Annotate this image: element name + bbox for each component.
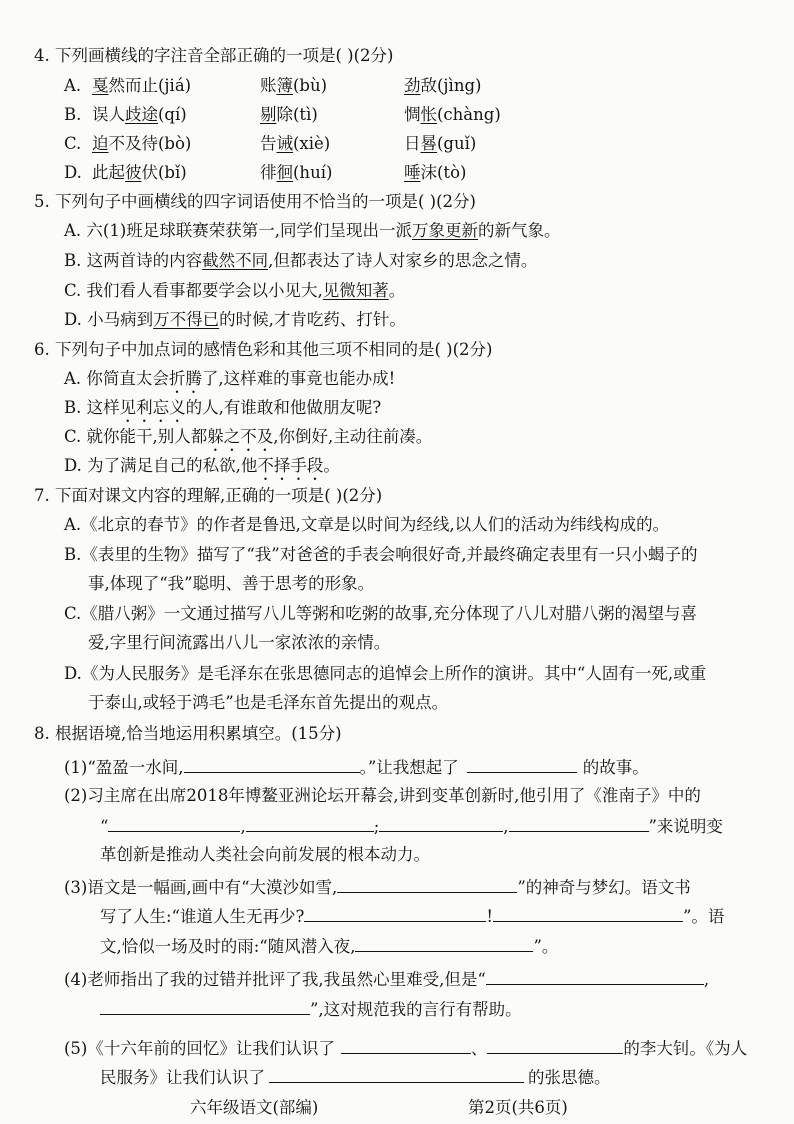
q4-c-item1 [92,134,191,154]
q4-a-item2-pre: 账 [260,76,277,95]
q8-item5-line1 [64,1037,747,1059]
answer-blank[interactable] [487,1037,623,1054]
q5-b-post: ,但都表达了诗人对家乡的思念之情。 [268,251,538,270]
q4-d-item1-post: 伏(bǐ) [141,163,187,182]
q6-d-pre: D. 为了满足自己的私欲,他 [64,456,258,475]
q5-c-post: 。 [388,281,406,300]
q6-option-c [64,427,432,455]
q8-5-d: 民服务》让我们认识了 [100,1068,265,1087]
q6-c-post: ,你倒好,主动往前凑。 [273,427,433,446]
q4-d-item2-underlined: 徊 [276,163,293,182]
q4-d-label: D. [64,163,82,182]
q6-option-d [64,456,340,484]
q4-c-item3-underlined: 晷 [420,134,437,153]
q6-a-pre: A. 你简直太会 [64,369,169,388]
q4-a-item2 [260,76,327,96]
q4-b-item3-underlined: 怅 [420,105,437,124]
answer-blank[interactable] [379,815,503,832]
q6-b-dotted: 见利忘义 [119,398,186,417]
q7-option-d-line2: 于泰山,或轻于鸿毛”也是毛泽东首先提出的观点。 [88,693,449,712]
q5-a-post: 的新气象。 [478,221,561,240]
q5-d-pre: D. 小马病到 [64,310,154,329]
q4-b-item2 [260,105,318,125]
answer-blank[interactable] [355,935,533,952]
q8-item3-line1 [64,876,691,898]
q8-item5-line2 [100,1066,611,1088]
q4-b-item3 [404,105,501,125]
q4-d-item3-post: 沫(tò) [420,163,467,182]
q8-item4-line2 [100,998,522,1020]
q5-option-c [64,281,405,301]
q4-a-item3 [404,76,481,96]
footer-subject: 六年级语文(部编) [190,1098,319,1117]
q5-d-post: 的时候,才肯吃药、打针。 [219,310,406,329]
q5-d-underlined: 万不得已 [153,310,220,329]
q6-c-pre: C. 就你能干,别人都 [64,427,208,446]
q8-item3-line3 [100,935,558,957]
q6-d-post: 。 [323,456,340,475]
answer-blank[interactable] [486,968,704,985]
q8-2-open-quote: “ [100,817,109,836]
q8-item2-line1: (2)习主席在出席2018年博鳌亚洲论坛开幕会,讲到变革创新时,他引用了《淮南子》中的 [64,786,701,805]
q6-b-pre: B. 这样 [64,398,120,417]
q8-3-b: ”的神奇与梦幻。语文书 [517,878,691,897]
q8-stem: 8. 根据语境,恰当地运用积累填空。(15分) [34,724,342,743]
q8-5-e: 的张思德。 [528,1068,611,1087]
q8-1-b: 。”让我想起了 [359,758,459,777]
answer-blank[interactable] [108,815,240,832]
q5-a-underlined: 万象更新 [412,221,479,240]
q4-d-item2-pre: 徘 [260,163,277,182]
q4-b-item3-post: (chàng) [437,105,501,124]
q4-a-item3-underlined: 劲 [404,76,421,95]
q5-c-pre: C. 我们看人看事都要学会以小见大, [64,281,323,300]
q8-item2-line2 [100,815,723,837]
q8-4-c: ”,这对规范我的言行有帮助。 [310,1000,522,1019]
q5-option-b [64,251,537,271]
q4-c-item2 [260,134,330,154]
q8-3-a: (3)语文是一幅画,画中有“大漠沙如雪, [64,878,338,897]
q8-2-c3: , [503,817,509,836]
q5-b-pre: B. 这两首诗的内容 [64,251,203,270]
q4-c-item2-pre: 告 [260,134,277,153]
q5-c-underlined: 见微知著 [322,281,389,300]
q6-option-a [64,369,395,397]
q8-5-c: 的李大钊。《为人 [623,1039,748,1058]
q8-item1 [64,756,649,778]
q4-b-item1-pre: 误人 [92,105,125,124]
q4-a-label: A. [64,76,82,95]
q8-5-b: 、 [470,1039,488,1058]
q5-a-pre: A. 六(1)班足球联赛荣获第一,同学们呈现出一派 [64,221,413,240]
q4-b-item1-underlined: 歧途 [125,105,158,124]
q4-d-item1-pre: 此起 [92,163,125,182]
q4-b-item2-post: 除(tì) [276,105,318,124]
q4-b-label: B. [64,105,82,124]
q7-option-d-line1: D.《为人民服务》是毛泽东在张思德同志的追悼会上所作的演讲。其中“人固有一死,或重 [64,664,707,683]
q4-a-item1 [92,76,191,96]
q8-5-a: (5)《十六年前的回忆》让我们认识了 [64,1039,335,1058]
q8-3-d: ! [486,907,493,926]
q8-3-c: 写了人生:“谁道人生无再少? [100,907,305,926]
q8-item3-line2 [100,905,724,927]
q6-c-dotted: 躲之不及 [207,427,274,446]
q4-stem: 4. 下列画横线的字注音全部正确的一项是( )(2分) [34,46,394,65]
q8-item4-line1 [64,968,709,990]
q8-4-a: (4)老师指出了我的过错并批评了我,我虽然心里难受,但是“ [64,970,486,989]
q8-3-e: ”。语 [682,907,725,926]
answer-blank[interactable] [337,876,517,893]
q6-option-b [64,398,381,426]
q4-a-item1-underlined: 戛 [92,76,109,95]
q4-c-item3 [404,134,476,154]
q8-1-c: 的故事。 [582,758,649,777]
q8-2-c2: ; [373,817,380,836]
q4-c-item3-pre: 日 [404,134,421,153]
q7-option-b-line1: B.《表里的生物》描写了“我”对爸爸的手表会响很好奇,并最终确定表里有一只小蝎子的 [64,545,698,564]
q5-b-underlined: 截然不同 [202,251,269,270]
answer-blank[interactable] [269,1066,524,1083]
q4-d-item3 [404,163,466,183]
answer-blank[interactable] [341,1037,471,1054]
q8-4-b: , [703,970,710,989]
q4-c-item3-post: (guǐ) [437,134,477,153]
q6-b-post: 的人,有谁敢和他做朋友呢? [185,398,382,417]
q6-d-dotted: 不择手段 [257,456,324,475]
q7-option-a: A.《北京的春节》的作者是鲁迅,文章是以时间为经线,以人们的活动为纬线构成的。 [64,515,670,534]
q6-a-post: 了,这样难的事竟也能办成! [201,369,396,388]
q8-item2-line3: 革创新是推动人类社会向前发展的根本动力。 [100,845,430,864]
answer-blank[interactable] [246,815,374,832]
q5-option-a [64,221,561,241]
q4-a-item1-post: 然而止(jiá) [108,76,192,95]
q8-1-a: (1)“盈盈一水间, [64,758,184,777]
q4-d-item1-underlined: 彼 [125,163,142,182]
answer-blank[interactable] [100,998,310,1015]
answer-blank[interactable] [509,815,649,832]
q7-stem: 7. 下面对课文内容的理解,正确的一项是( )(2分) [34,486,383,505]
q4-b-item2-underlined: 剔 [260,105,277,124]
q4-d-item3-underlined: 唾 [404,163,421,182]
q4-c-item1-underlined: 迫 [92,134,109,153]
q5-option-d [64,310,406,330]
q4-d-item2 [260,163,332,183]
q8-2-end: ”来说明变 [648,817,723,836]
answer-blank[interactable] [304,905,486,922]
answer-blank[interactable] [467,756,577,773]
q4-a-item2-underlined: 簿 [276,76,293,95]
q6-a-dotted: 折腾 [168,369,202,388]
q8-3-f: 文,恰似一场及时的雨:“随风潜入夜, [100,937,356,956]
q5-stem: 5. 下列句子中画横线的四字词语使用不恰当的一项是( )(2分) [34,192,476,211]
q8-2-c1: , [240,817,246,836]
q4-c-label: C. [64,134,82,153]
q4-d-item2-post: (huí) [293,163,333,182]
q4-c-item2-post: (xiè) [293,134,331,153]
answer-blank[interactable] [493,905,683,922]
q4-a-item3-post: 敌(jìng) [420,76,482,95]
q4-c-item2-underlined: 诫 [276,134,293,153]
q4-b-item3-pre: 惆 [404,105,421,124]
answer-blank[interactable] [184,756,360,773]
q4-a-item2-post: (bù) [293,76,328,95]
footer-page-number: 第2页(共6页) [468,1098,568,1117]
q7-option-c-line2: 爱,字里行间流露出八儿一家浓浓的亲情。 [88,633,391,652]
q4-b-item1 [92,105,187,125]
q4-d-item1 [92,163,187,183]
q4-c-item1-post: 不及待(bò) [108,134,192,153]
q7-option-c-line1: C.《腊八粥》一文通过描写八儿等粥和吃粥的故事,充分体现了八儿对腊八粥的渴望与喜 [64,604,698,623]
q7-option-b-line2: 事,体现了“我”聪明、善于思考的形象。 [88,574,375,593]
q4-b-item1-post: (qí) [158,105,187,124]
q6-stem: 6. 下列句子中加点词的感情色彩和其他三项不相同的是( )(2分) [34,340,493,359]
q8-3-g: ”。 [533,937,559,956]
